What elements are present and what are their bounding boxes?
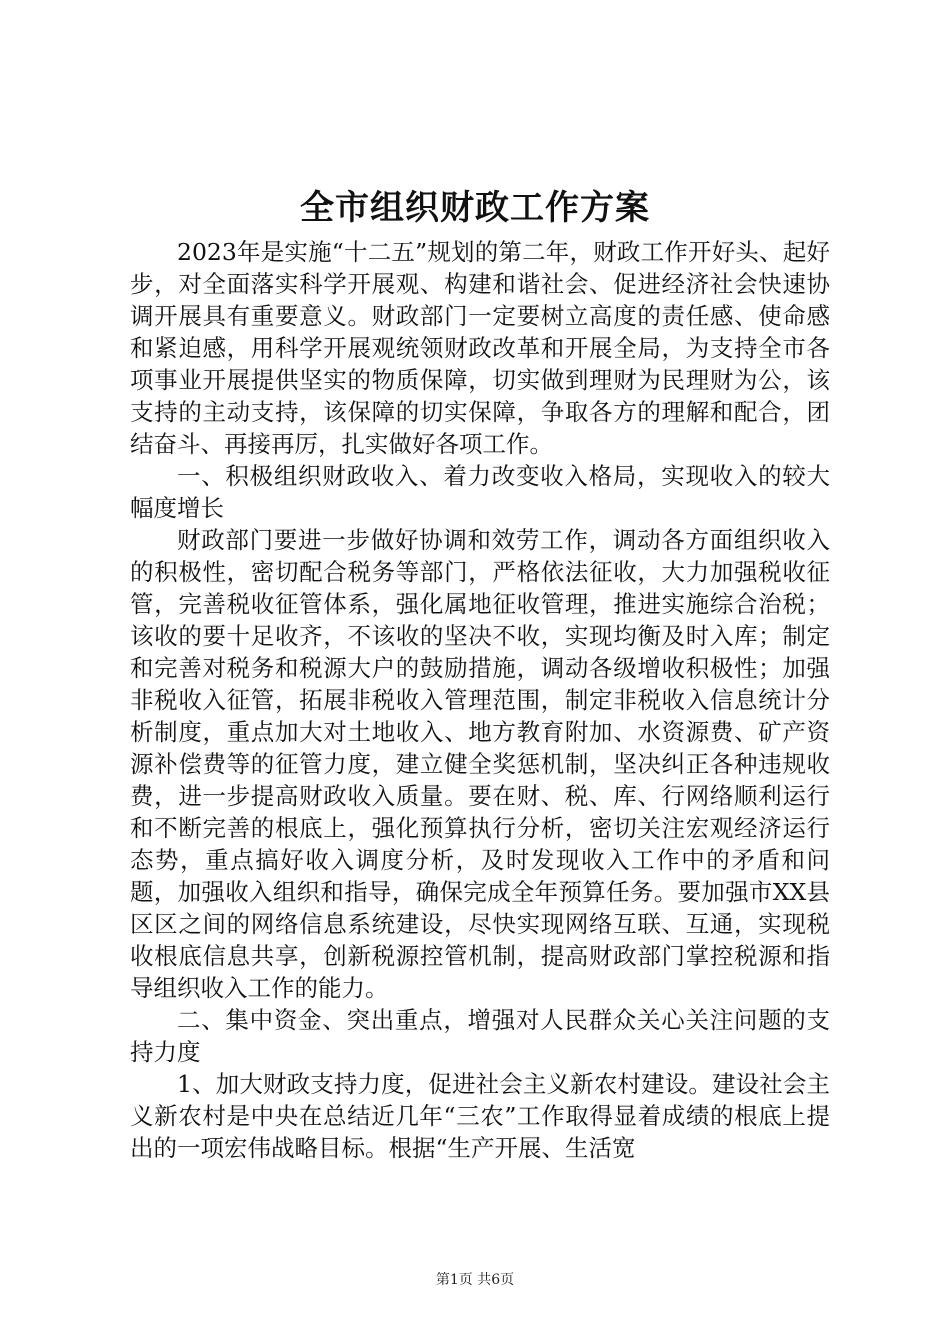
document-title: 全市组织财政工作方案	[300, 188, 650, 228]
paragraph-intro: 2023年是实施“十二五”规划的第二年，财政工作开好头、起好步，对全面落实科学开展观、构建和谐社会、促进经济社会快速协调开展具有重要意义。财政部门一定要树立高度的责任感、使命感和紧迫感，用科学开展观统领财政改革和开展全局，为支持全市各项事业开展提供坚实的物质保障，切实做到理财为民理财为公，该支持的主动支持，该保障的切实保障，争取各方的理解和配合，团结奋斗、再接再厉，扎实做好各项工作。	[130, 238, 830, 458]
paragraph-section-2-item-1: 1、加大财政支持力度，促进社会主义新农村建设。建设社会主义新农村是中央在总结近几年“三农”工作取得显着成绩的根底上提出的一项宏伟战略目标。根据“生产开展、生活宽	[130, 1070, 830, 1162]
paragraph-section-1: 财政部门要进一步做好协调和效劳工作，调动各方面组织收入的积极性，密切配合税务等部门，严格依法征收，大力加强税收征管，完善税收征管体系，强化属地征收管理，推进实施综合治税；该收的要十足收齐，不该收的坚决不收，实现均衡及时入库；制定和完善对税务和税源大户的鼓励措施，调动各级增收积极性；加强非税收入征管，拓展非税收入管理范围，制定非税收入信息统计分析制度，重点加大对土地收入、地方教育附加、水资源费、矿产资源补偿费等的征管力度，建立健全奖惩机制，坚决纠正各种违规收费，进一步提高财政收入质量。要在财、税、库、行网络顺利运行和不断完善的根底上，强化预算执行分析，密切关注宏观经济运行态势，重点搞好收入调度分析，及时发现收入工作中的矛盾和问题，加强收入组织和指导，确保完成全年预算任务。要加强市XX县区区之间的网络信息系统建设，尽快实现网络互联、互通，实现税收根底信息共享，创新税源控管机制，提高财政部门掌控税源和指导组织收入工作的能力。	[130, 526, 830, 1002]
section-heading-2: 二、集中资金、突出重点，增强对人民群众关心关注问题的支持力度	[130, 1006, 830, 1066]
section-heading-1: 一、积极组织财政收入、着力改变收入格局，实现收入的较大幅度增长	[130, 462, 830, 522]
document-body	[130, 236, 830, 1164]
page-number-footer: 第1页 共6页	[435, 1272, 515, 1288]
